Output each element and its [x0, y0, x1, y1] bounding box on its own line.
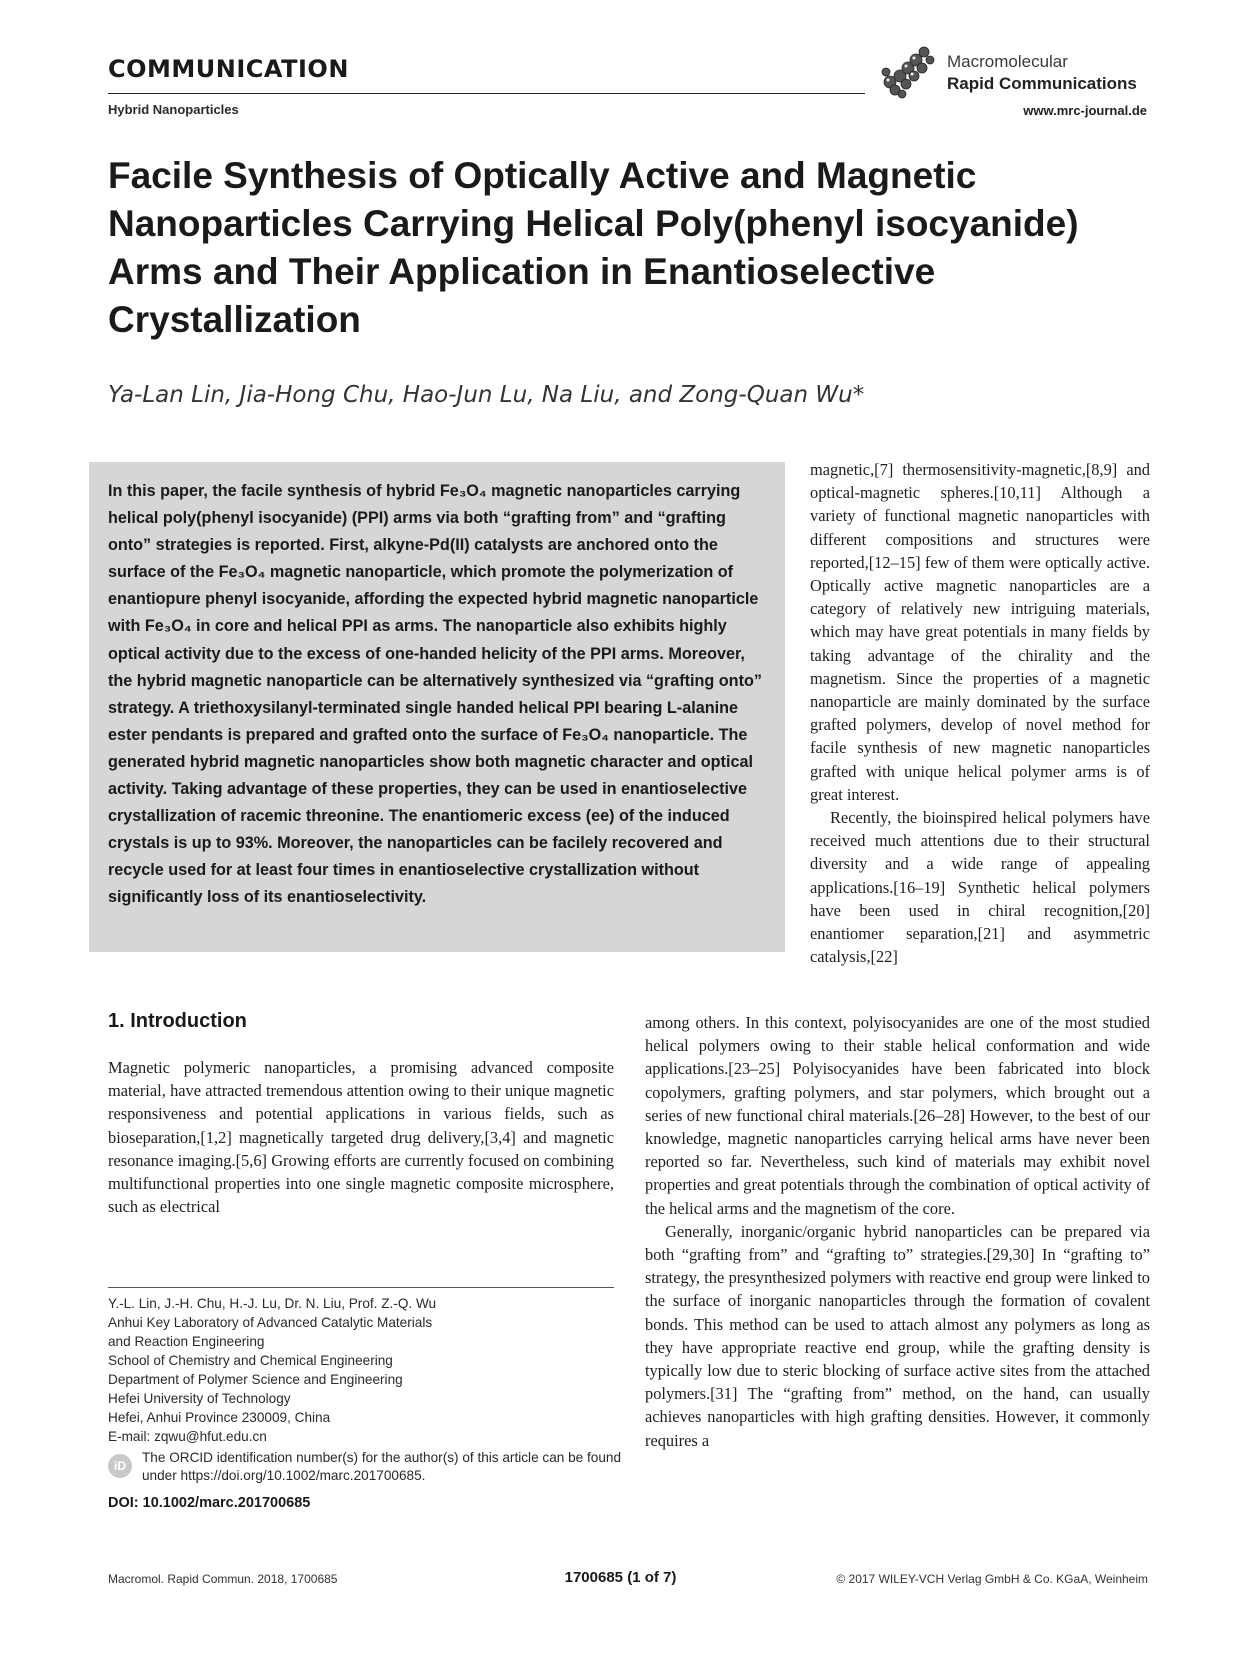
orcid-note: The ORCID identification number(s) for the author(s) of this article can be found under https://doi.org/10.1002/marc.201700685. — [142, 1450, 622, 1483]
header-divider — [108, 93, 865, 94]
section-heading: 1. Introduction — [108, 1010, 247, 1032]
footer-citation: Macromol. Rapid Commun. 2018, 1700685 — [108, 1572, 338, 1586]
page-number: 1700685 (1 of 7) — [564, 1569, 677, 1586]
right-column-upper — [810, 458, 1150, 968]
right-column-lower — [645, 1011, 1150, 1452]
body-paragraph: among others. In this context, polyisocyanides are one of the most studied helical polymers owing to their stable helical conformation and wide applications.[23–25] Polyisocyanides have been fabricated into block copolymers, grafting polymers, and star polymers, which brought out a series of new functional chiral materials.[26–28] However, to the best of our knowledge, magnetic nanoparticles carrying helical arms have never been reported so far. Nevertheless, such kind of materials may exhibit novel properties and great potentials through the combination of optical activity of the helical arms and the magnetism of the core. — [645, 1013, 1150, 1218]
footnote-divider — [108, 1287, 614, 1288]
body-paragraph: Recently, the bioinspired helical polymers have received much attentions due to their structural diversity and a wide range of appealing applications.[16–19] Synthetic helical polymers have been used in chiral recognition,[20] enantiomer separation,[21] and asymmetric catalysis,[22] — [810, 808, 1150, 967]
journal-logo-icon — [878, 42, 938, 102]
body-paragraph: Magnetic polymeric nanoparticles, a promising advanced composite material, have attracted tremendous attention owing to their unique magnetic responsiveness and potential applications in various fields, such as bioseparation,[1,2] magnetically targeted drug delivery,[3,4] and magnetic resonance imaging.[5,6] Growing efforts are currently focused on combining multifunctional properties into one single magnetic composite microsphere, such as electrical — [108, 1058, 614, 1217]
article-title: Facile Synthesis of Optically Active and Magnetic Nanoparticles Carrying Helical Poly(phenyl isocyanide) Arms and Their Application in Enantioselective Crystallization — [108, 155, 1079, 340]
affiliation-line: Y.-L. Lin, J.-H. Chu, H.-J. Lu, Dr. N. Liu, Prof. Z.-Q. Wu — [108, 1296, 437, 1311]
affiliation-line: Anhui Key Laboratory of Advanced Catalytic Materials — [108, 1315, 433, 1330]
affiliation-line: Hefei University of Technology — [108, 1391, 291, 1406]
author-affiliation — [108, 1294, 614, 1446]
left-column — [108, 1056, 614, 1218]
doi[interactable]: DOI: 10.1002/marc.201700685 — [108, 1495, 311, 1511]
affiliation-line: Hefei, Anhui Province 230009, China — [108, 1410, 331, 1425]
body-paragraph: magnetic,[7] thermosensitivity-magnetic,[8,9] and optical-magnetic spheres.[10,11] Although a variety of functional magnetic nanoparticles with different compositions and structures were reported,[12–15] few of them were optically active. Optically active magnetic nanoparticles are a category of relatively new intriguing materials, which may have great potentials in many fields by taking advantage of the chirality and the magnetism. Since the properties of a magnetic nanoparticle are mainly dominated by the surface grafted polymers, develop of novel method for facile synthesis of new magnetic nanoparticles grafted with unique helical polymer arms is of great interest. — [810, 460, 1150, 804]
journal-name-bold: Rapid Communications — [947, 74, 1137, 93]
subsection-label: Hybrid Nanoparticles — [108, 102, 239, 117]
affiliation-line: and Reaction Engineering — [108, 1334, 265, 1349]
affiliation-line: Department of Polymer Science and Engineering — [108, 1372, 403, 1387]
body-paragraph: Generally, inorganic/organic hybrid nanoparticles can be prepared via both “grafting from” and “grafting to” strategies.[29,30] In “grafting to” strategy, the presynthesized polymers with reactive end group were linked to the surface of inorganic nanoparticles through the formation of covalent bonds. This method can be used to attach almost any polymers as long as they have appropriate reactive end group, while the grafting density is typically low due to steric blocking of surface active sites from the attached polymers.[31] The “grafting from” method, on the hand, can usually achieves nanoparticles with high grafting densities. However, it commonly requires a — [645, 1221, 1150, 1450]
affiliation-email[interactable]: E-mail: zqwu@hfut.edu.cn — [108, 1429, 267, 1444]
abstract: In this paper, the facile synthesis of hybrid Fe₃O₄ magnetic nanoparticles carrying helical poly(phenyl isocyanide) (PPI) arms via both “grafting from” and “grafting onto” strategies is reported. First, alkyne-Pd(II) catalysts are anchored onto the surface of the Fe₃O₄ magnetic nanoparticle, which promote the polymerization of enantiopure phenyl isocyanide, affording the expected hybrid magnetic nanoparticle with Fe₃O₄ in core and helical PPI as arms. The nanoparticle also exhibits highly optical activity due to the excess of one-handed helicity of the PPI arms. Moreover, the hybrid magnetic nanoparticle can be alternatively synthesized via “grafting onto” strategy. A triethoxysilanyl-terminated single handed helical PPI bearing L-alanine ester pendants is prepared and grafted onto the surface of Fe₃O₄ nanoparticle. The generated hybrid magnetic nanoparticles show both magnetic character and optical activity. Taking advantage of these properties, they can be used in enantioselective crystallization of racemic threonine. The enantiomeric excess (ee) of the induced crystals is up to 93%. Moreover, the nanoparticles can be facilely recovered and recycle used for at least four times in enantioselective crystallization without significantly loss of its enantioselectivity. — [108, 482, 762, 907]
journal-name: Macromolecular — [947, 52, 1068, 71]
orcid-icon[interactable]: iD — [108, 1454, 132, 1478]
author-list: Ya-Lan Lin, Jia-Hong Chu, Hao-Jun Lu, Na Liu, and Zong-Quan Wu* — [108, 382, 865, 408]
affiliation-line: School of Chemistry and Chemical Engineering — [108, 1353, 393, 1368]
journal-url[interactable]: www.mrc-journal.de — [1023, 103, 1147, 118]
copyright: © 2017 WILEY-VCH Verlag GmbH & Co. KGaA, Weinheim — [836, 1572, 1148, 1586]
section-label: COMMUNICATION — [108, 55, 349, 83]
